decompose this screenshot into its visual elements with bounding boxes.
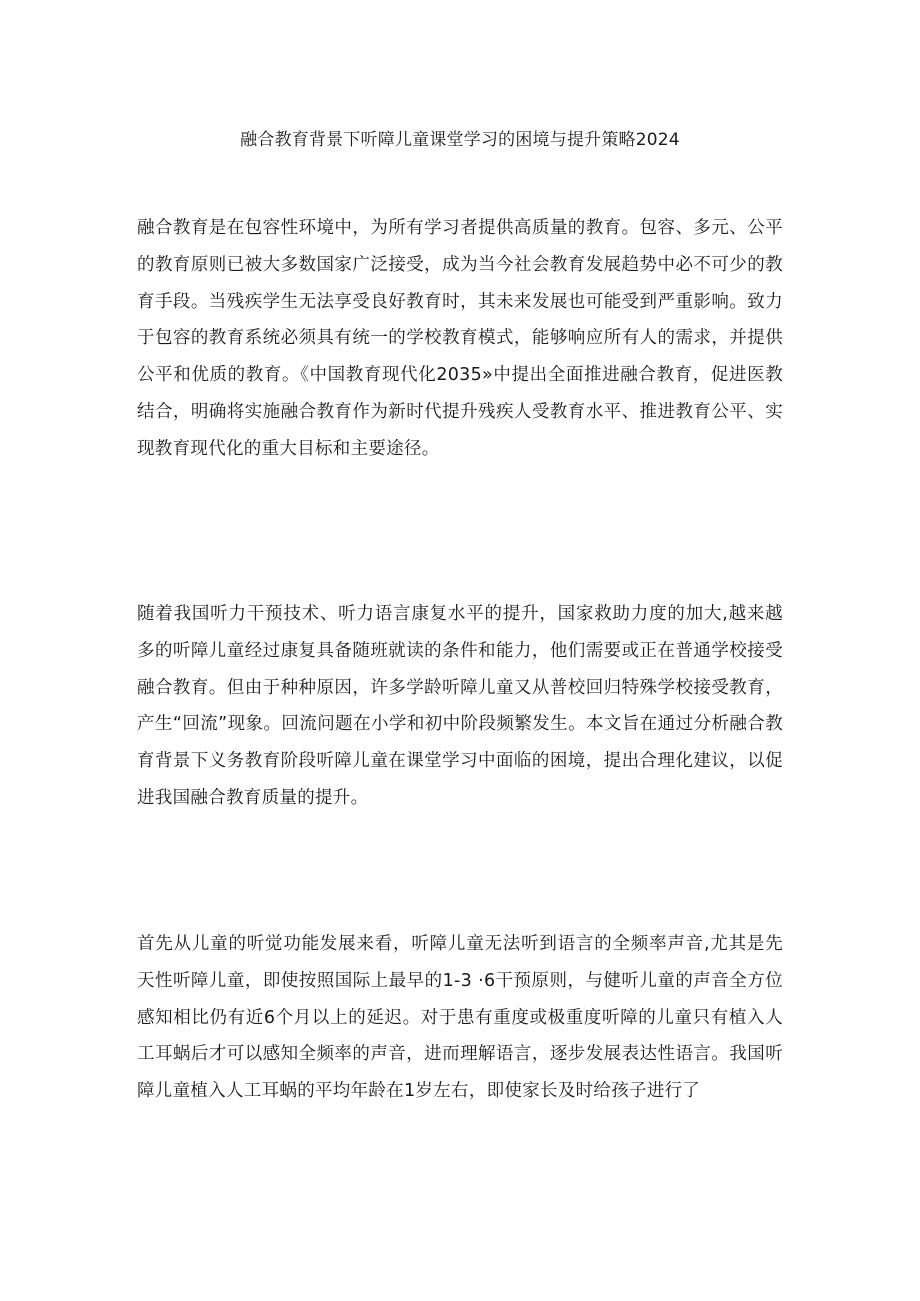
- paragraph-3: 首先从儿童的听觉功能发展来看，听障儿童无法听到语言的全频率声音,尤其是先天性听障儿童，即使按照国际上最早的1-3 ·6干预原则，与健听儿童的声音全方位感知相比仍有近6个月以上的延迟。对于患有重度或极重度听障的儿童只有植入人工耳蜗后才可以感知全频率的声音，进而理解语言，逐步发展表达性语言。我国听障儿童植入人工耳蜗的平均年龄在1岁左右，即使家长及时给孩子进行了: [137, 934, 783, 1102]
- paragraph-2: 随着我国听力干预技术、听力语言康复水平的提升，国家救助力度的加大,越来越多的听障儿童经过康复具备随班就读的条件和能力，他们需要或正在普通学校接受融合教育。但由于种种原因，许多学龄听障儿童又从普校回归特殊学校接受教育，产生“回流”现象。回流问题在小学和初中阶段频繁发生。本文旨在通过分析融合教育背景下义务教育阶段听障儿童在课堂学习中面临的困境，提出合理化建议，以促进我国融合教育质量的提升。: [137, 604, 783, 808]
- document-title: 融合教育背景下听障儿童课堂学习的困境与提升策略2024: [240, 130, 680, 150]
- paragraph-1: 融合教育是在包容性环境中，为所有学习者提供高质量的教育。包容、多元、公平的教育原则已被大多数国家广泛接受，成为当今社会教育发展趋势中必不可少的教育手段。当残疾学生无法享受良好教育时，其未来发展也可能受到严重影响。致力于包容的教育系统必须具有统一的学校教育模式，能够响应所有人的需求，并提供公平和优质的教育。《中国教育现代化2035»中提出全面推进融合教育，促进医教结合，明确将实施融合教育作为新时代提升残疾人受教育水平、推进教育公平、实现教育现代化的重大目标和主要途径。: [137, 218, 783, 459]
